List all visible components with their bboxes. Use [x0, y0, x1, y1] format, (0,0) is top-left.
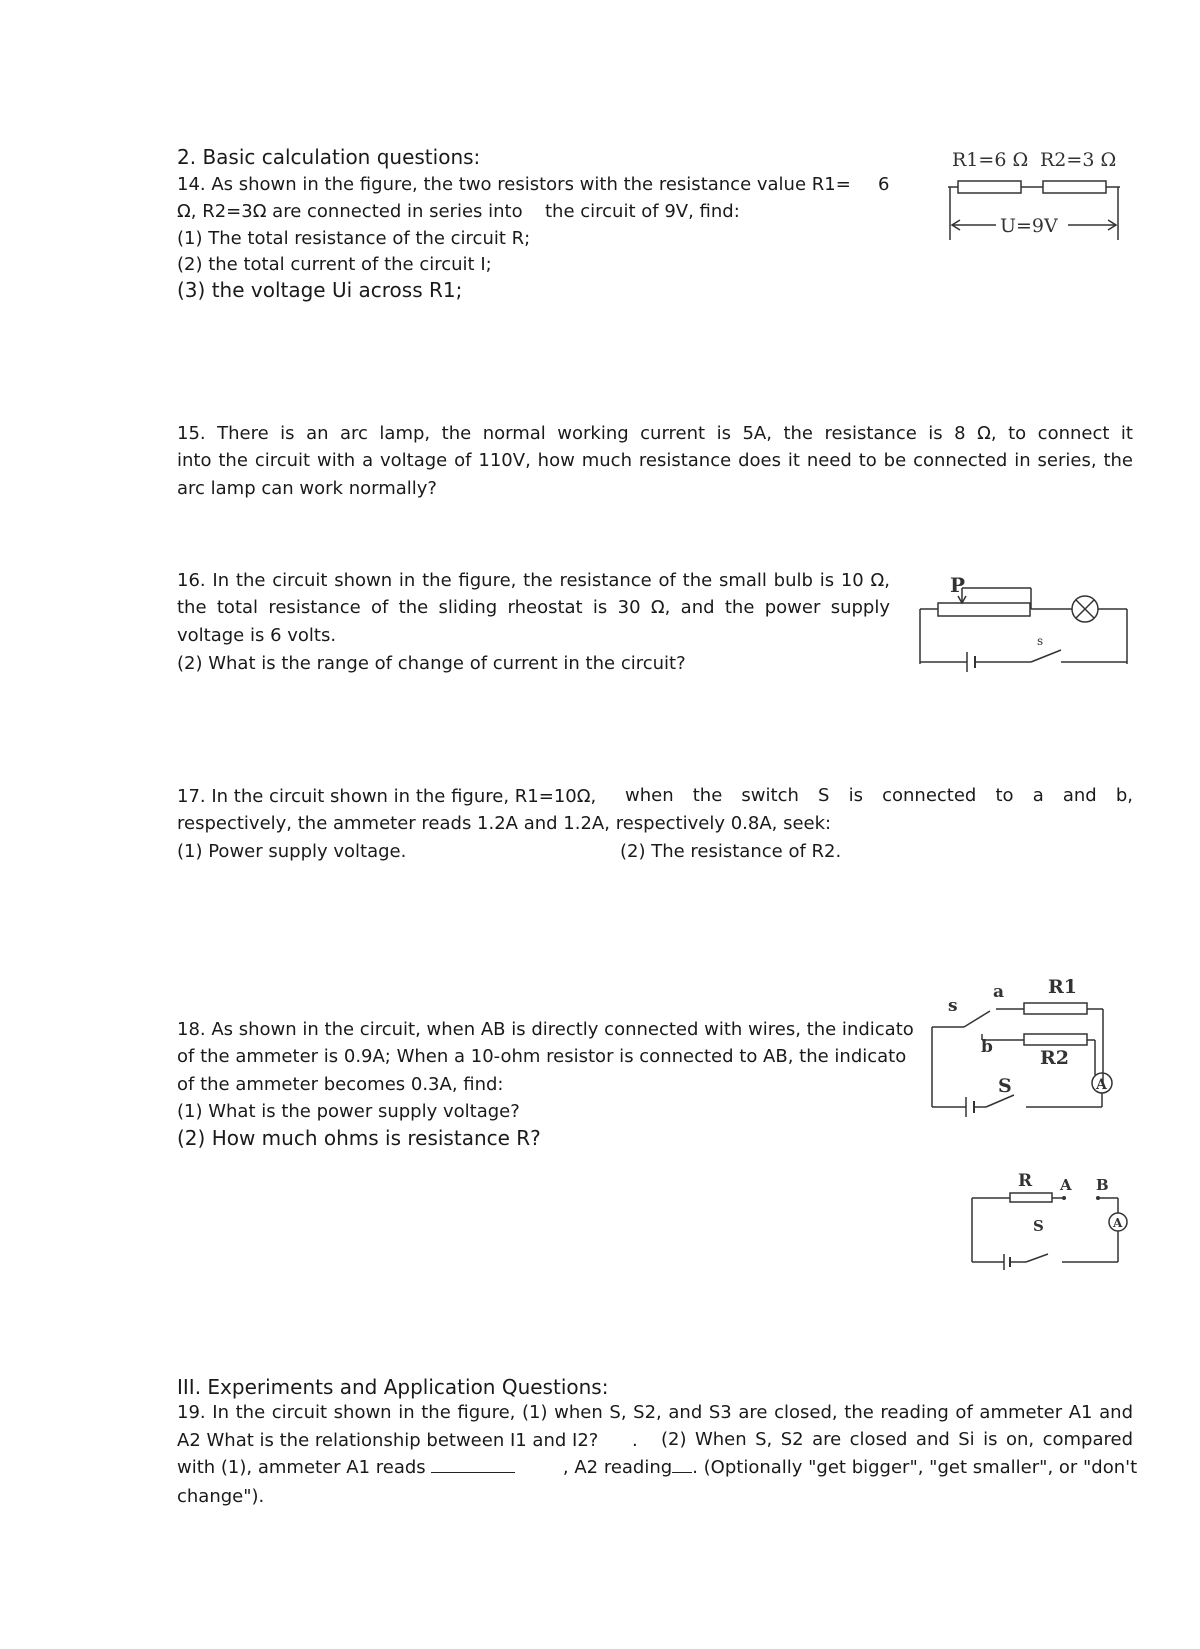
q17-switch-top-label: s: [948, 996, 958, 1016]
answer-blank-a1[interactable]: [431, 1456, 515, 1473]
q15-line-3: arc lamp can work normally?: [177, 478, 437, 499]
q18-ammeter-label: A: [1113, 1216, 1123, 1230]
q14-part-1: (1) The total resistance of the circuit R;: [177, 228, 531, 249]
resistor-r1: [958, 181, 1021, 193]
q14-part-2: (2) the total current of the circuit I;: [177, 254, 492, 275]
q14-circuit-figure: [940, 145, 1140, 245]
q19-line-3a: with (1), ammeter A1 reads: [177, 1457, 426, 1478]
q14-line-2a: Ω, R2=3Ω are connected in series into: [177, 201, 523, 222]
q16-part-2: (2) What is the range of change of current in the circuit?: [177, 653, 686, 674]
q14-line-1: 14. As shown in the figure, the two resistors with the resistance value R1=: [177, 174, 851, 195]
section-2-heading: 2. Basic calculation questions:: [177, 145, 481, 169]
q19-line-3b: , A2 reading: [562, 1457, 673, 1478]
q18-terminal-b-label: B: [1096, 1176, 1109, 1194]
q17-line-1a: 17. In the circuit shown in the figure, R1=10Ω,: [177, 786, 597, 807]
resistor-r2: [1043, 181, 1106, 193]
resistor-r: [1010, 1193, 1052, 1202]
q17-ammeter-label: A: [1096, 1077, 1107, 1093]
terminal-a-dot: [1062, 1196, 1066, 1200]
q19-line-2a: A2 What is the relationship between I1 and I2?: [177, 1430, 599, 1451]
q19-line-3c: . (Optionally "get bigger", "get smaller", or "don't: [692, 1457, 1138, 1478]
selector-switch-arm: [964, 1011, 990, 1027]
resistor-r2: [1024, 1034, 1087, 1045]
q17-terminal-b-label: b: [981, 1037, 993, 1057]
q16-line-3: voltage is 6 volts.: [177, 625, 337, 646]
q19-line-4: change").: [177, 1486, 265, 1507]
q18-part-2: (2) How much ohms is resistance R?: [177, 1126, 541, 1150]
q17-line-2: respectively, the ammeter reads 1.2A and 1.2A, respectively 0.8A, seek:: [177, 813, 832, 834]
q17-r2-label: R2: [1040, 1047, 1070, 1069]
q18-line-1: 18. As shown in the circuit, when AB is directly connected with wires, the indicato: [177, 1019, 914, 1040]
resistor-r1: [1024, 1003, 1087, 1014]
q14-part-3: (3) the voltage Ui across R1;: [177, 278, 463, 302]
q14-r2-label: R2=3 Ω: [1040, 149, 1117, 171]
q14-voltage-label: U=9V: [1000, 215, 1058, 237]
q17-terminal-a-label: a: [993, 982, 1005, 1002]
q17-part-2: (2) The resistance of R2.: [620, 841, 842, 862]
q17-line-1b: when the switch S is connected to a and b,: [625, 785, 1133, 806]
q18-r-label: R: [1018, 1171, 1033, 1191]
q18-circuit-figure: [970, 1172, 1130, 1272]
switch-s: [1026, 1254, 1048, 1262]
q18-line-3: of the ammeter becomes 0.3A, find:: [177, 1074, 504, 1095]
q15-line-2: into the circuit with a voltage of 110V, how much resistance does it need to be connected in series, the: [177, 450, 1133, 471]
q19-line-1: 19. In the circuit shown in the figure, (1) when S, S2, and S3 are closed, the reading of ammeter A1 and: [177, 1402, 1133, 1423]
q16-slider-label: P: [950, 573, 966, 597]
section-3-heading: III. Experiments and Application Questions:: [177, 1375, 609, 1399]
terminal-b-dot: [1096, 1196, 1100, 1200]
q18-line-2: of the ammeter is 0.9A; When a 10-ohm resistor is connected to AB, the indicato: [177, 1046, 907, 1067]
q14-line-1-value: 6: [878, 174, 890, 195]
sliding-rheostat: [938, 603, 1030, 616]
q19-line-2c: (2) When S, S2 are closed and Si is on, compared: [661, 1429, 1133, 1450]
q16-line-2: the total resistance of the sliding rheostat is 30 Ω, and the power supply: [177, 597, 890, 618]
q19-line-2b: .: [632, 1430, 638, 1451]
q16-switch-label: s: [1037, 634, 1044, 648]
q15-line-1: 15. There is an arc lamp, the normal working current is 5A, the resistance is 8 Ω, to connect it: [177, 423, 1133, 444]
q14-line-2b: the circuit of 9V, find:: [545, 201, 740, 222]
switch-lever: [1031, 650, 1061, 662]
q19-line-3: [177, 1456, 1137, 1480]
q16-circuit-figure: [918, 572, 1138, 672]
q18-part-1: (1) What is the power supply voltage?: [177, 1101, 520, 1122]
q17-r1-label: R1: [1048, 976, 1078, 998]
q14-r1-label: R1=6 Ω: [952, 149, 1029, 171]
q18-terminal-a-label: A: [1060, 1176, 1072, 1194]
q17-circuit-figure: [930, 975, 1130, 1125]
q18-switch-label: S: [1033, 1217, 1044, 1235]
q17-switch-label: S: [998, 1075, 1012, 1097]
q16-line-1: 16. In the circuit shown in the figure, the resistance of the small bulb is 10 Ω,: [177, 570, 890, 591]
answer-blank-a2[interactable]: [672, 1456, 692, 1473]
q17-part-1: (1) Power supply voltage.: [177, 841, 407, 862]
